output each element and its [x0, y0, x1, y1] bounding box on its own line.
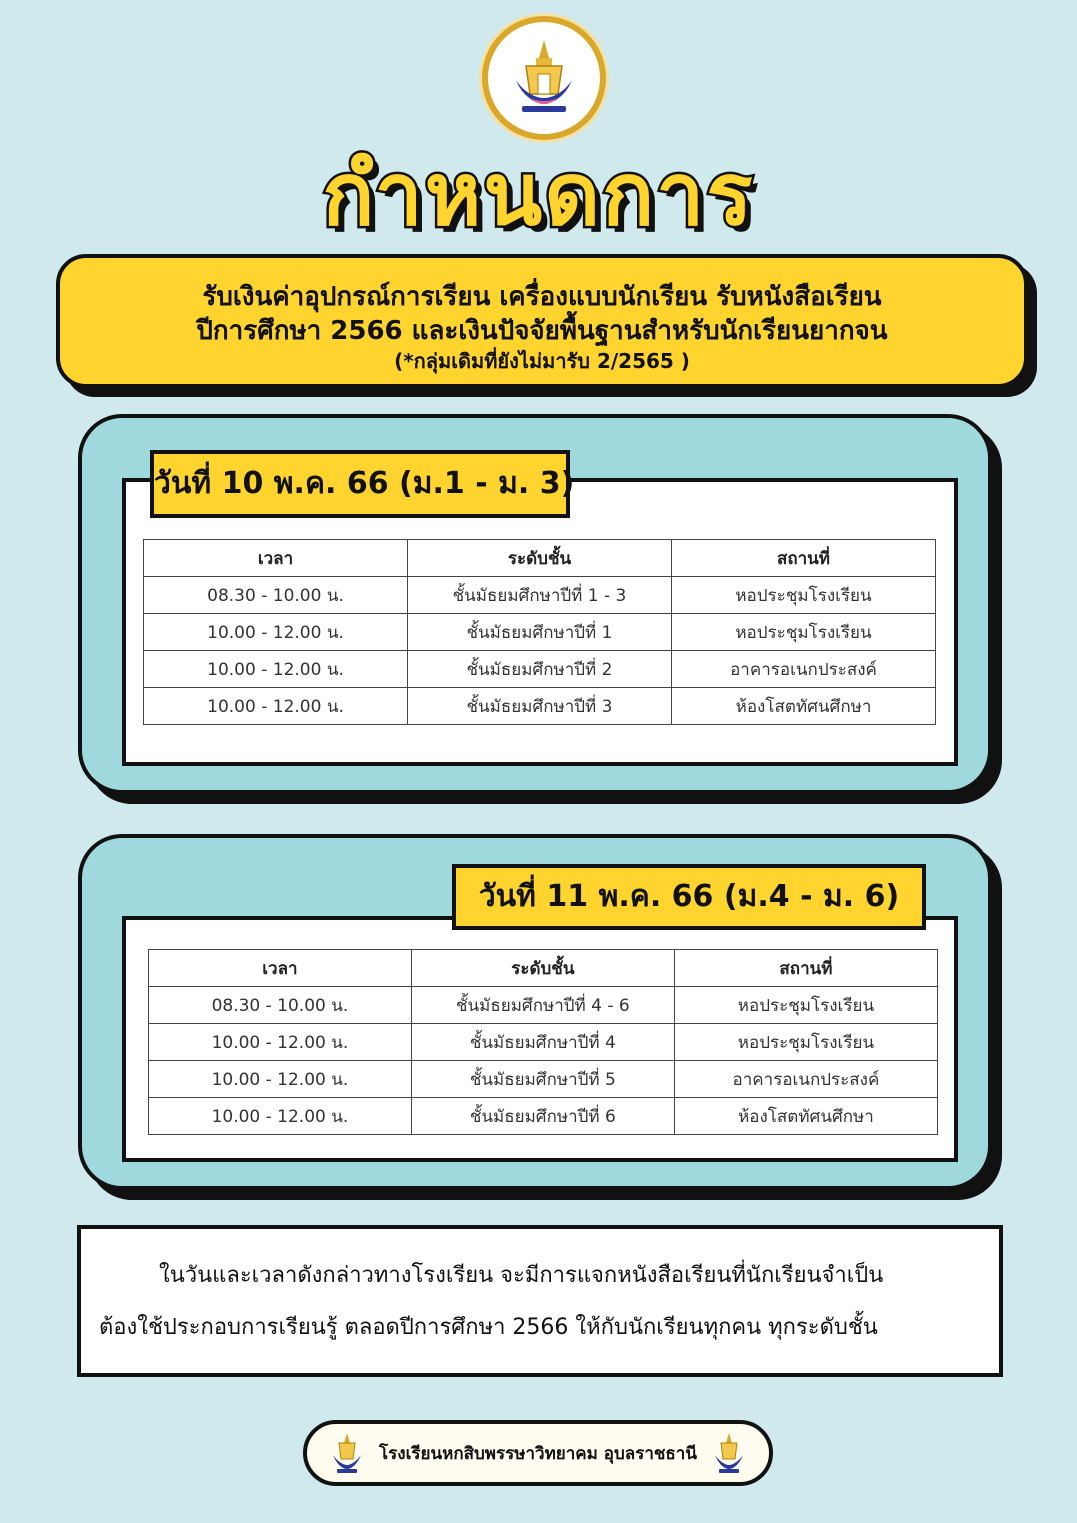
table-header-row — [149, 950, 938, 987]
column-header-time: เวลา — [149, 950, 412, 987]
schedule-heading-2: วันที่ 11 พ.ค. 66 (ม.4 - ม. 6) — [452, 864, 926, 930]
cell-grade: ชั้นมัธยมศึกษาปีที่ 1 - 3 — [408, 577, 672, 614]
table-row — [144, 688, 936, 725]
column-header-grade: ระดับชั้น — [411, 950, 674, 987]
table-row — [149, 987, 938, 1024]
note-line-1: ในวันและเวลาดังกล่าวทางโรงเรียน จะมีการแจกหนังสือเรียนที่นักเรียนจำเป็น — [159, 1263, 884, 1288]
school-name: โรงเรียนหกสิบพรรษาวิทยาคม อุบลราชธานี — [379, 1443, 697, 1464]
announcement-banner — [56, 254, 1028, 388]
emblem-icon — [502, 36, 586, 120]
page-title: กำหนดการ — [322, 145, 755, 245]
note-line-2: ต้องใช้ประกอบการเรียนรู้ ตลอดปีการศึกษา 2566 ให้กับนักเรียนทุกคน ทุกระดับชั้น — [99, 1315, 878, 1340]
table-row — [149, 1098, 938, 1135]
table-row — [149, 1024, 938, 1061]
cell-time: 10.00 - 12.00 น. — [144, 614, 408, 651]
footer-badge — [303, 1420, 773, 1486]
banner-line-1: รับเงินค่าอุปกรณ์การเรียน เครื่องแบบนักเรียน รับหนังสือเรียน — [202, 282, 882, 312]
cell-place: หอประชุมโรงเรียน — [672, 577, 936, 614]
table-header-row — [144, 540, 936, 577]
table-row — [149, 1061, 938, 1098]
cell-grade: ชั้นมัธยมศึกษาปีที่ 6 — [411, 1098, 674, 1135]
cell-place: อาคารอเนกประสงค์ — [672, 651, 936, 688]
table-row — [144, 614, 936, 651]
table-row — [144, 651, 936, 688]
cell-time: 08.30 - 10.00 น. — [149, 987, 412, 1024]
schedule-heading-1: วันที่ 10 พ.ค. 66 (ม.1 - ม. 3) — [150, 450, 570, 518]
schedule-table-1 — [143, 539, 936, 725]
cell-place: หอประชุมโรงเรียน — [674, 1024, 937, 1061]
cell-place: อาคารอเนกประสงค์ — [674, 1061, 937, 1098]
emblem-icon — [329, 1431, 365, 1475]
emblem-icon — [711, 1431, 747, 1475]
school-emblem-logo — [482, 16, 606, 140]
cell-grade: ชั้นมัธยมศึกษาปีที่ 4 — [411, 1024, 674, 1061]
banner-line-3: (*กลุ่มเดิมที่ยังไม่มารับ 2/2565 ) — [394, 349, 690, 373]
cell-grade: ชั้นมัธยมศึกษาปีที่ 4 - 6 — [411, 987, 674, 1024]
cell-time: 08.30 - 10.00 น. — [144, 577, 408, 614]
cell-time: 10.00 - 12.00 น. — [149, 1024, 412, 1061]
banner-line-2: ปีการศึกษา 2566 และเงินปัจจัยพื้นฐานสำหรับนักเรียนยากจน — [196, 316, 888, 346]
cell-time: 10.00 - 12.00 น. — [149, 1098, 412, 1135]
cell-place: หอประชุมโรงเรียน — [674, 987, 937, 1024]
cell-grade: ชั้นมัธยมศึกษาปีที่ 1 — [408, 614, 672, 651]
cell-place: ห้องโสตทัศนศึกษา — [674, 1098, 937, 1135]
column-header-time: เวลา — [144, 540, 408, 577]
column-header-grade: ระดับชั้น — [408, 540, 672, 577]
table-row — [144, 577, 936, 614]
cell-grade: ชั้นมัธยมศึกษาปีที่ 5 — [411, 1061, 674, 1098]
cell-time: 10.00 - 12.00 น. — [144, 688, 408, 725]
cell-time: 10.00 - 12.00 น. — [149, 1061, 412, 1098]
schedule-table-2 — [148, 949, 938, 1135]
note-box — [77, 1225, 1003, 1377]
cell-place: หอประชุมโรงเรียน — [672, 614, 936, 651]
cell-grade: ชั้นมัธยมศึกษาปีที่ 3 — [408, 688, 672, 725]
cell-place: ห้องโสตทัศนศึกษา — [672, 688, 936, 725]
column-header-place: สถานที่ — [672, 540, 936, 577]
column-header-place: สถานที่ — [674, 950, 937, 987]
cell-time: 10.00 - 12.00 น. — [144, 651, 408, 688]
cell-grade: ชั้นมัธยมศึกษาปีที่ 2 — [408, 651, 672, 688]
